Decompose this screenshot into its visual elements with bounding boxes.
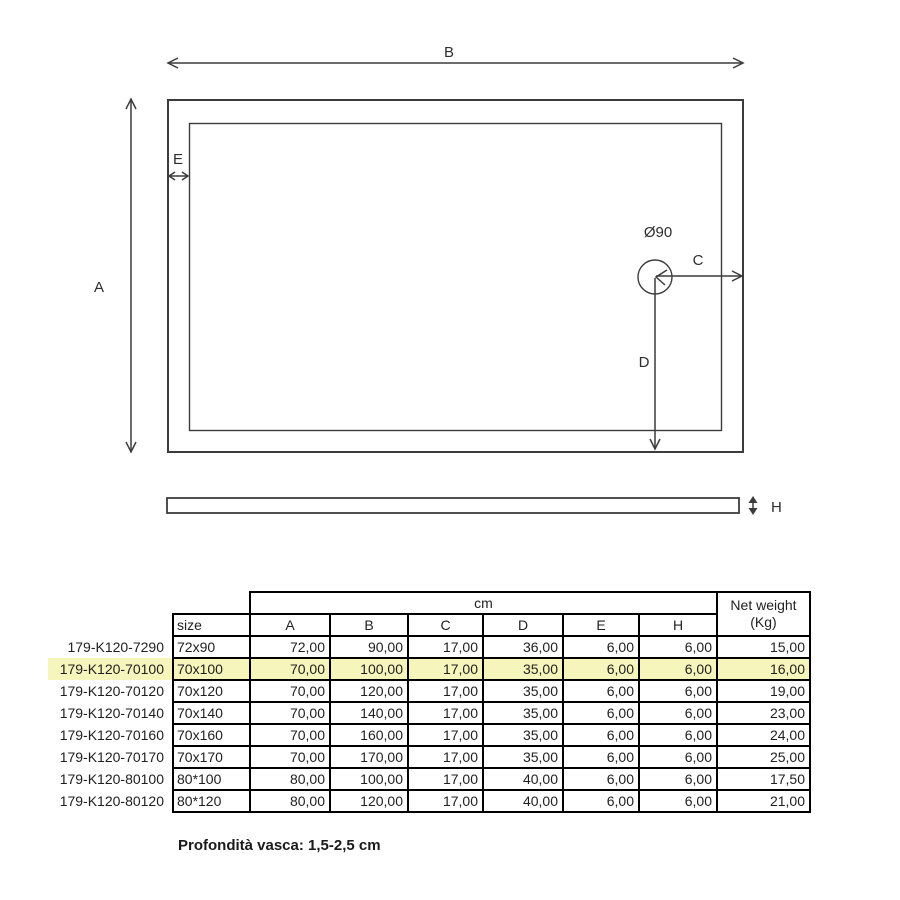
table-row: [48, 702, 810, 724]
cell-h: 6,00: [639, 790, 717, 812]
cell-h: 6,00: [639, 746, 717, 768]
cell-weight: 21,00: [717, 790, 810, 812]
cell-weight: 24,00: [717, 724, 810, 746]
column-header-h: H: [639, 614, 717, 636]
tray-inner-edge: [190, 124, 722, 431]
table-row: [48, 790, 810, 812]
column-header-d: D: [483, 614, 563, 636]
cell-h: 6,00: [639, 658, 717, 680]
spec-table: [48, 591, 811, 813]
product-code: 179-K120-70140: [48, 702, 173, 724]
cell-a: 80,00: [250, 790, 330, 812]
size-column-header: size: [173, 614, 250, 636]
cell-e: 6,00: [563, 724, 639, 746]
cell-size: 80*120: [173, 790, 250, 812]
cell-c: 17,00: [408, 680, 483, 702]
cell-c: 17,00: [408, 746, 483, 768]
cell-c: 17,00: [408, 702, 483, 724]
cell-size: 70x100: [173, 658, 250, 680]
arrowhead-h-bottom: [749, 508, 758, 515]
cell-e: 6,00: [563, 746, 639, 768]
cell-a: 70,00: [250, 680, 330, 702]
cell-b: 100,00: [330, 658, 408, 680]
net-weight-header-line2: (Kg): [750, 614, 777, 630]
cell-a: 70,00: [250, 724, 330, 746]
dim-label-h: H: [771, 499, 782, 516]
cell-weight: 19,00: [717, 680, 810, 702]
dim-label-d: D: [638, 354, 650, 371]
dim-label-c: C: [692, 252, 704, 269]
cell-size: 70x170: [173, 746, 250, 768]
cell-e: 6,00: [563, 636, 639, 658]
product-code: 179-K120-70120: [48, 680, 173, 702]
unit-group-header: cm: [250, 592, 717, 614]
cell-size: 72x90: [173, 636, 250, 658]
cell-b: 90,00: [330, 636, 408, 658]
table-row: [48, 636, 810, 658]
cell-d: 35,00: [483, 724, 563, 746]
cell-weight: 23,00: [717, 702, 810, 724]
cell-b: 120,00: [330, 790, 408, 812]
product-code: 179-K120-80100: [48, 768, 173, 790]
cell-b: 170,00: [330, 746, 408, 768]
cell-e: 6,00: [563, 768, 639, 790]
column-header-c: C: [408, 614, 483, 636]
cell-weight: 25,00: [717, 746, 810, 768]
table-row-highlighted: [48, 658, 810, 680]
cell-size: 80*100: [173, 768, 250, 790]
table-row: [48, 768, 810, 790]
cell-h: 6,00: [639, 636, 717, 658]
cell-d: 36,00: [483, 636, 563, 658]
dim-label-a: A: [93, 279, 105, 296]
cell-e: 6,00: [563, 790, 639, 812]
product-code: 179-K120-70170: [48, 746, 173, 768]
cell-c: 17,00: [408, 658, 483, 680]
cell-h: 6,00: [639, 702, 717, 724]
cell-c: 17,00: [408, 724, 483, 746]
spacer-cell: [48, 592, 173, 614]
cell-a: 72,00: [250, 636, 330, 658]
spacer-cell: [173, 592, 250, 614]
cell-e: 6,00: [563, 680, 639, 702]
cell-b: 120,00: [330, 680, 408, 702]
table-header-row: [48, 614, 810, 636]
cell-h: 6,00: [639, 768, 717, 790]
product-code: 179-K120-70160: [48, 724, 173, 746]
table-header-group-row: [48, 592, 810, 614]
cell-h: 6,00: [639, 680, 717, 702]
column-header-b: B: [330, 614, 408, 636]
product-code: 179-K120-80120: [48, 790, 173, 812]
cell-b: 160,00: [330, 724, 408, 746]
tray-side-view: [167, 498, 739, 513]
product-code: 179-K120-70100: [48, 658, 173, 680]
cell-d: 35,00: [483, 658, 563, 680]
table-row: [48, 724, 810, 746]
net-weight-header-line1: Net weight: [730, 596, 797, 613]
net-weight-header: [717, 592, 810, 636]
cell-weight: 17,50: [717, 768, 810, 790]
dim-label-e: E: [172, 151, 184, 168]
drain-diameter-label: Ø90: [643, 224, 673, 241]
cell-c: 17,00: [408, 636, 483, 658]
product-code: 179-K120-7290: [48, 636, 173, 658]
column-header-e: E: [563, 614, 639, 636]
table-row: [48, 746, 810, 768]
cell-d: 35,00: [483, 702, 563, 724]
cell-d: 35,00: [483, 746, 563, 768]
cell-c: 17,00: [408, 790, 483, 812]
cell-a: 70,00: [250, 746, 330, 768]
arrowhead-c-center: [656, 270, 667, 285]
cell-c: 17,00: [408, 768, 483, 790]
arrowhead-h-top: [749, 496, 758, 503]
cell-a: 80,00: [250, 768, 330, 790]
spacer-cell: [48, 614, 173, 636]
cell-b: 140,00: [330, 702, 408, 724]
cell-a: 70,00: [250, 658, 330, 680]
column-header-a: A: [250, 614, 330, 636]
cell-b: 100,00: [330, 768, 408, 790]
cell-weight: 16,00: [717, 658, 810, 680]
cell-d: 40,00: [483, 768, 563, 790]
basin-depth-note: Profondità vasca: 1,5-2,5 cm: [178, 837, 381, 854]
cell-size: 70x160: [173, 724, 250, 746]
cell-d: 40,00: [483, 790, 563, 812]
dim-label-b: B: [443, 44, 455, 61]
cell-size: 70x120: [173, 680, 250, 702]
cell-size: 70x140: [173, 702, 250, 724]
cell-e: 6,00: [563, 702, 639, 724]
cell-a: 70,00: [250, 702, 330, 724]
cell-d: 35,00: [483, 680, 563, 702]
cell-e: 6,00: [563, 658, 639, 680]
table-row: [48, 680, 810, 702]
cell-h: 6,00: [639, 724, 717, 746]
cell-weight: 15,00: [717, 636, 810, 658]
